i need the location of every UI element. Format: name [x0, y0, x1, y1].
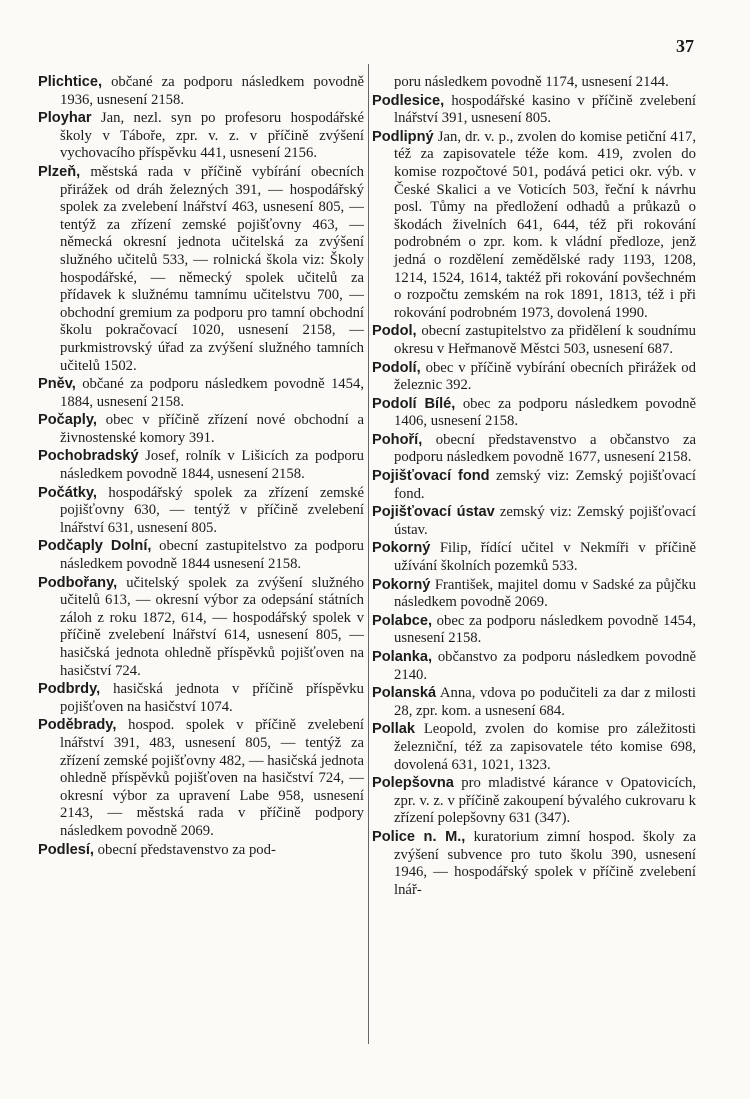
entry-heading: Plzeň, — [38, 163, 81, 180]
index-entry — [38, 717, 364, 840]
entry-heading: Podlesí, — [38, 841, 94, 858]
entry-text: občané za podporu následkem povodně 1454, 1884, usnesení 2158. — [60, 376, 364, 410]
index-entry — [372, 323, 696, 358]
entry-text: Jan, dr. v. p., zvolen do komise petiční 417, též za zapisovatele téže kom. 419, zvolen do komise rozpočtové 501, podává petici okr. výb. v České Skalici a ve Voticích 503, řeční k návrhu posl. Tůmy na předložení odhadů a průkazů o škodách živelních 641, 644, též při rokování podrobném o zpr. kom. k vládní předloze, jenž jedná o rozdělení zemědělské rady 1193, 1208, 1214, 1524, 1614, taktéž při rokování povšechném o rozpočtu zemském na rok 1891, 1813, též i při rokování podrobném 1973, dovolená 1990. — [394, 128, 696, 321]
entry-text: obecní představenstvo a občanstvo za podporu následkem povodně 1677, usnesení 2158. — [394, 431, 696, 466]
entry-text: hospod. spolek v příčině zvelebení lnářství 391, 483, usnesení 805, — tentýž za zřízení zemské pojišťovny 482, — hasičská jednota ohledně příspěvků pojišťoven na hasičství 724, — okresní výbor za upravení Labe 958, usnesení 2143, — městská rada v příčině podpory následkem povodně 2069. — [60, 717, 364, 839]
index-entry — [38, 110, 364, 163]
entry-heading: Polanská — [372, 685, 437, 702]
index-entry — [38, 412, 364, 447]
entry-text: Filip, řídící učitel v Nekmíři v příčině užívání školních pozemků 533. — [394, 540, 696, 575]
entry-heading: Polepšovna — [372, 775, 454, 792]
entry-text: obec v příčině vybírání obecních přirážek od železnic 392. — [394, 359, 696, 394]
index-entry — [372, 613, 696, 648]
index-entry — [38, 74, 364, 109]
entry-text: pro mladistvé kárance v Opatovicích, zpr. v. z. v příčině zakoupení bývalého cukrovaru k zřízení polepšovny 631 (347). — [394, 775, 696, 827]
entry-text: obecní představenstvo za pod- — [93, 841, 276, 858]
entry-text: učitelský spolek za zvýšení služného učitelů 613, — okresní výbor za odepsání státních záloh z roku 1872, 614, — hospodářský spolek v příčině zvelebení lnářství 614, usnesení 805, — hasičská jednota ohledně příspěvků pojišťoven na hasičství 724. — [60, 574, 364, 679]
entry-heading: Počaply, — [38, 412, 97, 429]
index-entry — [372, 432, 696, 467]
entry-text: obec za podporu následkem povodně 1406, usnesení 2158. — [394, 395, 696, 430]
index-entry — [372, 775, 696, 828]
entry-text: hospodářské kasino v příčině zvelebení lnářství 391, usnesení 805. — [394, 92, 696, 127]
index-entry — [372, 504, 696, 539]
index-entry — [372, 649, 696, 684]
index-entry — [372, 721, 696, 774]
index-entry — [38, 164, 364, 375]
index-entry — [38, 681, 364, 716]
entry-heading: Plichtice, — [38, 74, 103, 90]
index-entry — [372, 468, 696, 503]
entry-heading: Pochobradský — [38, 448, 139, 465]
entry-heading: Podol, — [372, 323, 417, 340]
entry-text: Leopold, zvolen do komise pro záležitosti železniční, též za zapisovatele této komise 698, dovolená 631, 1021, 1323. — [394, 721, 696, 773]
entry-heading: Pokorný — [372, 576, 431, 593]
entry-text: obecní zastupitelstvo za podporu následkem povodně 1844 usnesení 2158. — [60, 538, 364, 573]
index-entry — [372, 93, 696, 128]
entry-text: obecní zastupitelstvo za přidělení k soudnímu okresu v Heřmanově Městci 503, usnesení 687. — [394, 323, 696, 357]
entry-heading: Pohoří, — [372, 431, 423, 448]
entry-heading: Podolí Bílé, — [372, 395, 456, 412]
index-entry — [372, 396, 696, 431]
entry-heading: Police n. M., — [372, 828, 466, 845]
entry-heading: Ployhar — [38, 110, 92, 127]
index-entry — [38, 485, 364, 538]
right-column — [372, 74, 696, 900]
index-entry — [38, 842, 364, 860]
index-entry — [38, 538, 364, 573]
index-entry — [38, 376, 364, 411]
entry-heading: Pokorný — [372, 540, 431, 557]
index-entry — [38, 448, 364, 483]
left-column — [38, 74, 364, 860]
entry-text: hasičská jednota v příčině příspěvku pojišťoven na hasičství 1074. — [60, 681, 364, 715]
entry-heading: Pollak — [372, 721, 415, 738]
entry-heading: Podolí, — [372, 359, 421, 376]
index-entry — [38, 575, 364, 681]
entry-text: zemský viz: Zemský pojišťovací fond. — [394, 468, 696, 502]
entry-text: občanstvo za podporu následkem povodně 2140. — [394, 649, 696, 683]
index-entry — [372, 540, 696, 575]
entry-text: František, majitel domu v Sadské za půjčku následkem povodně 2069. — [394, 576, 696, 611]
entry-heading: Polanka, — [372, 649, 433, 665]
entry-text: kuratorium zimní hospod. školy za zvýšení subvence pro tuto školu 390, usnesení 1946, — hospodářský spolek v příčině zvelebení lnář- — [394, 828, 696, 898]
entry-text: zemský viz: Zemský pojišťovací ústav. — [394, 504, 696, 538]
index-entry — [372, 129, 696, 323]
index-entry — [372, 360, 696, 395]
entry-text: Jan, nezl. syn po profesoru hospodářské školy v Táboře, zpr. v. z. v příčině zvýšení vychovacího příspěvku 441, usnesení 2156. — [60, 110, 364, 162]
entry-heading: Podbořany, — [38, 574, 118, 591]
entry-heading: Pojišťovací fond — [372, 468, 490, 485]
index-entry — [372, 74, 696, 92]
column-divider — [368, 64, 369, 1044]
entry-heading: Polabce, — [372, 612, 433, 629]
index-entry — [372, 685, 696, 720]
entry-heading: Podlipný — [372, 128, 434, 145]
entry-heading: Podlesice, — [372, 92, 445, 109]
entry-text: Josef, rolník v Lišicích za podporu následkem povodně 1844, usnesení 2158. — [60, 448, 364, 483]
entry-heading: Podbrdy, — [38, 681, 101, 698]
entry-text: hospodářský spolek za zřízení zemské pojišťovny 630, — tentýž v příčině zvelebení lnářství 631, usnesení 805. — [60, 484, 364, 536]
page-number: 37 — [676, 36, 694, 56]
entry-heading: Počátky, — [38, 484, 97, 501]
entry-text: poru následkem povodně 1174, usnesení 2144. — [394, 74, 669, 90]
entry-heading: Poděbrady, — [38, 717, 117, 734]
index-entry — [372, 829, 696, 899]
entry-heading: Pněv, — [38, 376, 76, 393]
entry-text: městská rada v příčině vybírání obecních přirážek od dráh železných 391, — hospodářský spolek za zvelebení lnářství 463, usnesení 805, — tentýž za zřízení zemské pojišťovny 463, — německá okresní jednota učitelská za zvýšení služného učitelů 533, — rolnická škola viz: Školy hospodářské, — německý spolek učitelů za přídavek k služnému tamnímu učitelstvu 700, — obchodní gremium za podporu pro tamní obchodní školu pokračovací 1020, usnesení 2158, — purkmistrovský úřad za zvýšení služného tamních učitelů 1502. — [60, 163, 364, 374]
entry-text: obec za podporu následkem povodně 1454, usnesení 2158. — [394, 612, 696, 647]
entry-text: občané za podporu následkem povodně 1936, usnesení 2158. — [60, 74, 364, 108]
entry-heading: Podčaply Dolní, — [38, 538, 152, 555]
index-entry — [372, 577, 696, 612]
entry-heading: Pojišťovací ústav — [372, 504, 495, 521]
entry-text: obec v příčině zřízení nové obchodní a živnostenské komory 391. — [60, 412, 364, 446]
entry-text: Anna, vdova po podučiteli za dar z milosti 28, zpr. kom. a usnesení 684. — [394, 685, 696, 719]
